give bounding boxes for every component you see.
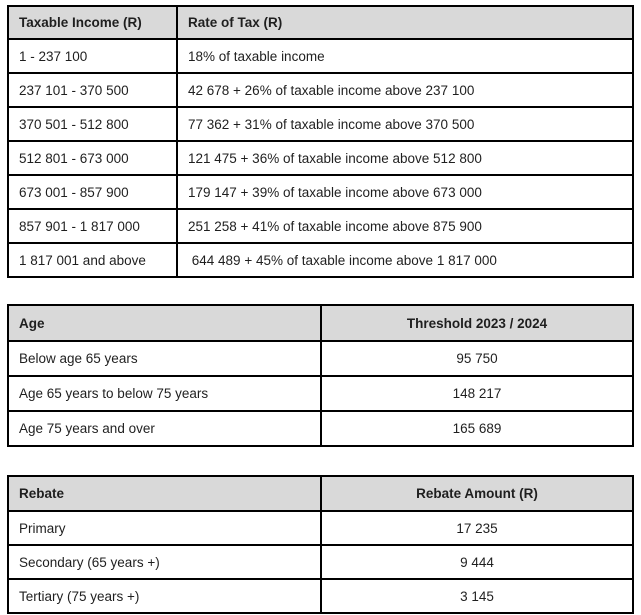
tax-rate-cell: 251 258 + 41% of taxable income above 875 900 [177,209,633,243]
table-row [8,545,633,579]
taxable-income-range-cell: 237 101 - 370 500 [8,73,177,107]
tax-threshold-table [7,304,634,447]
age-group-cell: Below age 65 years [8,341,321,376]
taxable-income-range-cell: 1 817 001 and above [8,243,177,277]
rebate-type-cell: Primary [8,511,321,545]
tax-brackets-table [7,5,634,278]
rebate-amount-header: Rebate Amount (R) [321,476,633,511]
tax-rate-cell: 179 147 + 39% of taxable income above 673 000 [177,175,633,209]
taxable-income-header: Taxable Income (R) [8,6,177,39]
table-row [8,175,633,209]
taxable-income-range-cell: 1 - 237 100 [8,39,177,73]
age-group-cell: Age 65 years to below 75 years [8,376,321,411]
tax-rate-cell: 77 362 + 31% of taxable income above 370 500 [177,107,633,141]
table-row [8,411,633,446]
taxable-income-range-cell: 857 901 - 1 817 000 [8,209,177,243]
rebate-table-header-row [8,476,633,511]
table-row [8,243,633,277]
rebate-amount-cell: 9 444 [321,545,633,579]
rebate-type-cell: Secondary (65 years +) [8,545,321,579]
tax-rate-cell: 644 489 + 45% of taxable income above 1 817 000 [177,243,633,277]
table-row [8,376,633,411]
taxable-income-range-cell: 370 501 - 512 800 [8,107,177,141]
table-row [8,73,633,107]
table-row [8,39,633,73]
tax-rate-cell: 18% of taxable income [177,39,633,73]
table-row [8,107,633,141]
table-row [8,579,633,613]
threshold-year-header: Threshold 2023 / 2024 [321,305,633,341]
rebate-table [7,475,634,614]
table-row [8,511,633,545]
threshold-amount-cell: 95 750 [321,341,633,376]
rebate-amount-cell: 3 145 [321,579,633,613]
threshold-amount-cell: 148 217 [321,376,633,411]
rate-of-tax-header: Rate of Tax (R) [177,6,633,39]
age-header: Age [8,305,321,341]
table-row [8,141,633,175]
rebate-type-cell: Tertiary (75 years +) [8,579,321,613]
threshold-table-header-row [8,305,633,341]
tax-table-header-row [8,6,633,39]
tax-rate-cell: 121 475 + 36% of taxable income above 512 800 [177,141,633,175]
tax-rate-cell: 42 678 + 26% of taxable income above 237 100 [177,73,633,107]
age-group-cell: Age 75 years and over [8,411,321,446]
table-row [8,209,633,243]
rebate-amount-cell: 17 235 [321,511,633,545]
rebate-header: Rebate [8,476,321,511]
table-row [8,341,633,376]
taxable-income-range-cell: 512 801 - 673 000 [8,141,177,175]
threshold-amount-cell: 165 689 [321,411,633,446]
taxable-income-range-cell: 673 001 - 857 900 [8,175,177,209]
